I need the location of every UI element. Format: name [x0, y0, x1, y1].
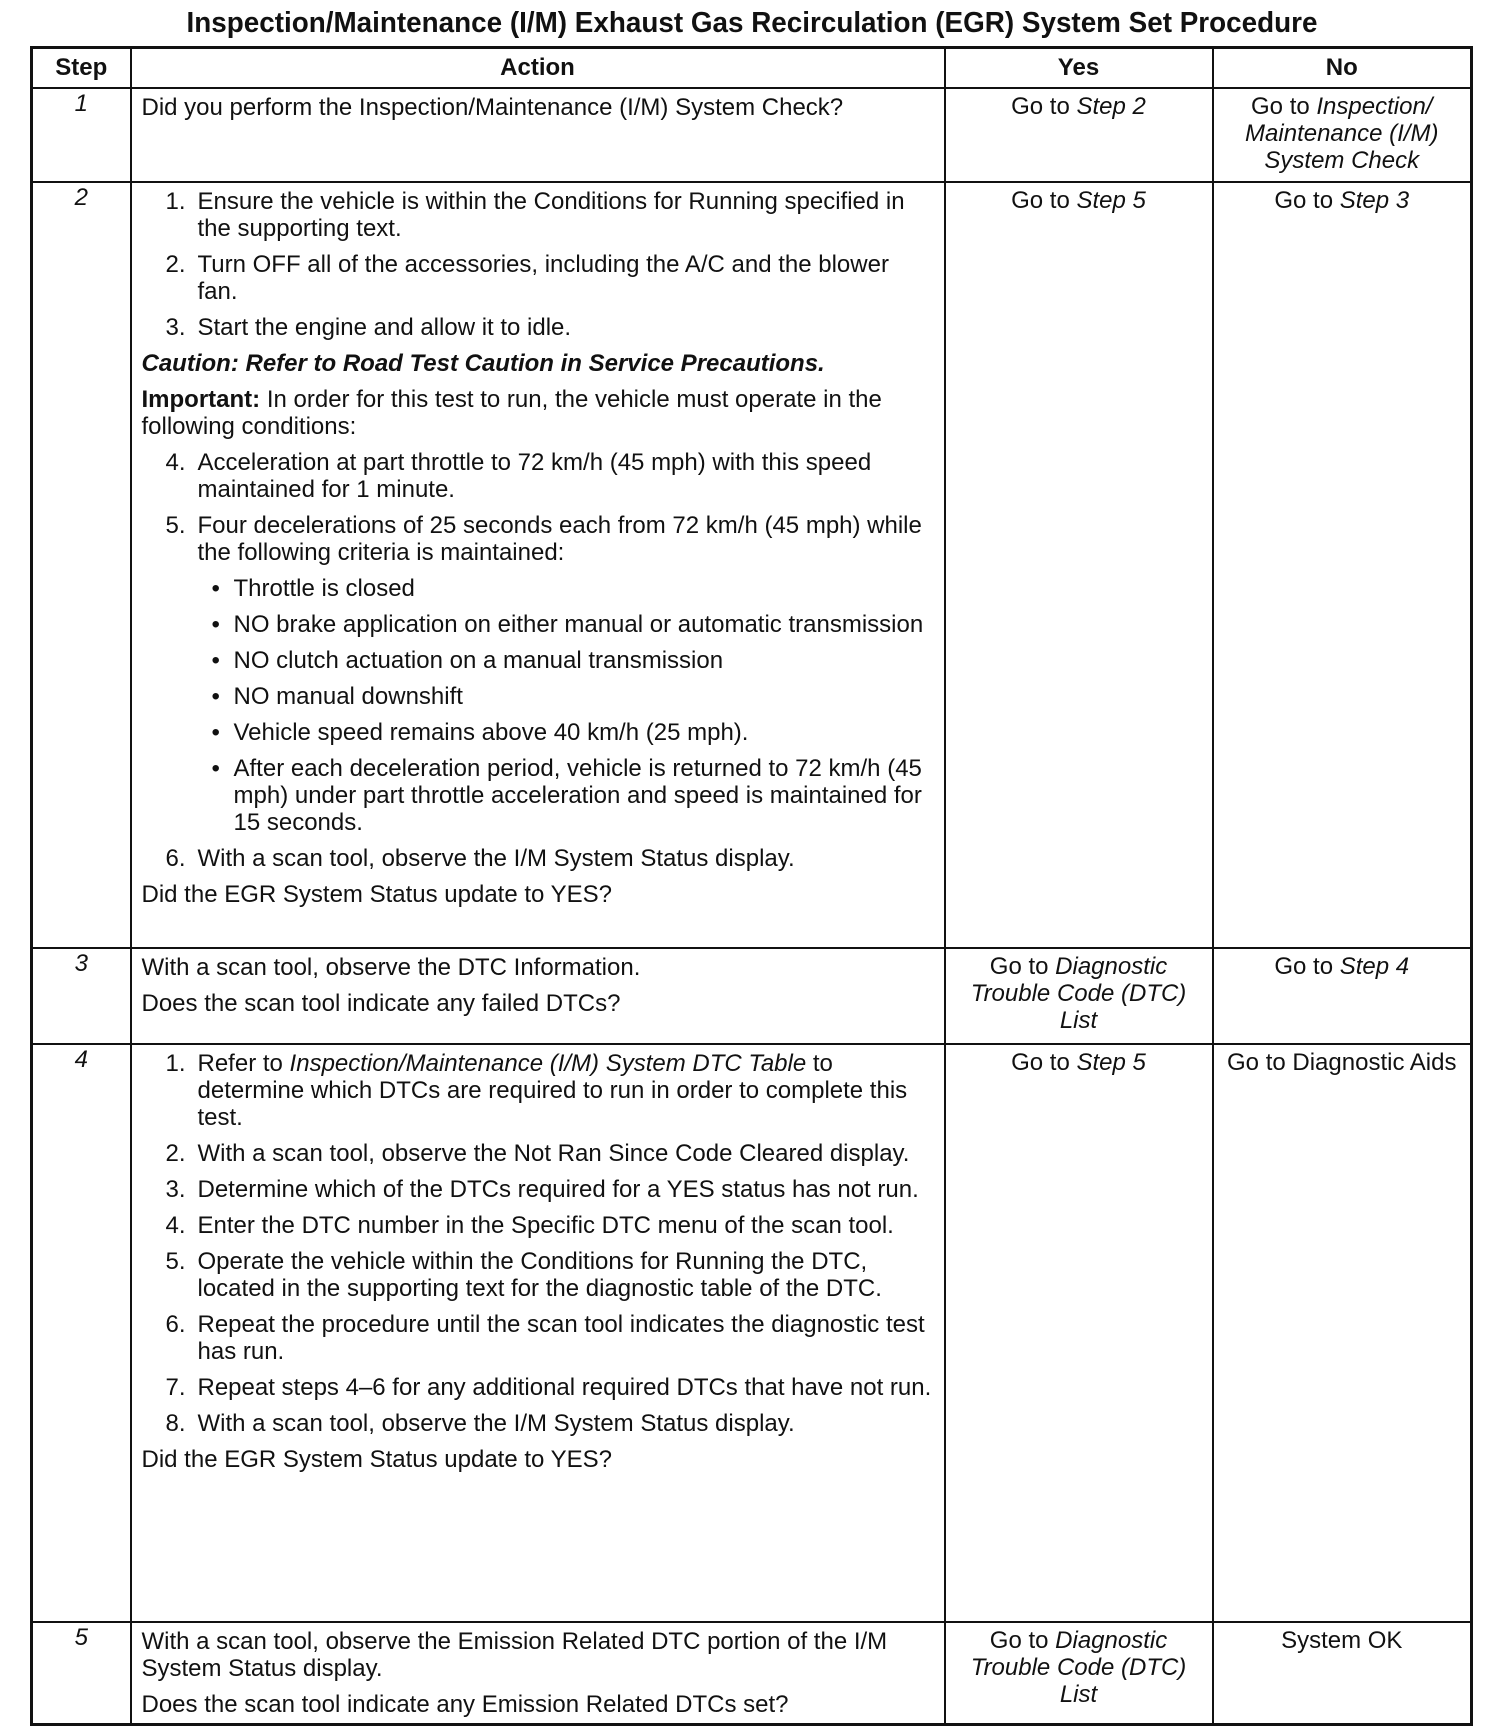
no-cell	[1213, 948, 1472, 1044]
no-result-system-ok: System OK	[1281, 1626, 1403, 1654]
action-cell	[131, 948, 945, 1044]
column-header-action: Action	[131, 48, 945, 88]
bullet-item: • NO manual downshift	[211, 682, 463, 710]
yes-link-step-5[interactable]: Step 5	[1076, 1048, 1146, 1076]
bullet-icon: •	[211, 574, 220, 602]
action-cell	[131, 1622, 945, 1725]
caution-note: Caution: Refer to Road Test Caution in Service Precautions.	[141, 349, 825, 377]
yes-link-step-5[interactable]: Step 5	[1076, 186, 1146, 214]
question-text: Did the EGR System Status update to YES?	[141, 1445, 612, 1473]
bullet-item: • After each deceleration period, vehicle is returned to 72 km/h (45 mph) under part throttle acceleration and speed is maintained for 15 seconds.	[211, 754, 922, 836]
question-text: Does the scan tool indicate any failed DTCs?	[141, 989, 621, 1017]
yes-prefix: Go to	[989, 1626, 1049, 1654]
yes-prefix: Go to	[1011, 1048, 1070, 1076]
action-cell	[131, 182, 945, 948]
step-number: 1	[32, 88, 131, 182]
column-header-yes: Yes	[945, 48, 1213, 88]
bullet-item: • Vehicle speed remains above 40 km/h (25 mph).	[211, 718, 749, 746]
list-item: 8. With a scan tool, observe the I/M System Status display.	[165, 1409, 795, 1437]
action-text: With a scan tool, observe the Emission Related DTC portion of the I/M System Status display.	[141, 1627, 888, 1682]
no-cell	[1213, 182, 1472, 948]
bullet-item: • Throttle is closed	[211, 574, 415, 602]
list-item: 4. Acceleration at part throttle to 72 km/h (45 mph) with this speed maintained for 1 minute.	[165, 448, 872, 503]
yes-prefix: Go to	[1011, 186, 1070, 214]
question-text: Did you perform the Inspection/Maintenance (I/M) System Check?	[141, 93, 844, 121]
question-text: Does the scan tool indicate any Emission Related DTCs set?	[141, 1690, 789, 1718]
action-text: With a scan tool, observe the DTC Information.	[141, 953, 641, 981]
action-cell	[131, 88, 945, 182]
page-title: Inspection/Maintenance (I/M) Exhaust Gas Recirculation (EGR) System Set Procedure	[186, 7, 1318, 39]
column-header-step: Step	[32, 48, 131, 88]
header-row	[32, 48, 1472, 88]
table-row-step-4	[32, 1044, 1472, 1622]
yes-cell	[945, 1622, 1213, 1725]
link-im-dtc-table[interactable]: Inspection/Maintenance (I/M) System DTC Table	[289, 1049, 807, 1077]
list-item: 4. Enter the DTC number in the Specific DTC menu of the scan tool.	[165, 1211, 894, 1239]
no-cell	[1213, 1044, 1472, 1622]
bullet-icon: •	[211, 646, 220, 674]
table-row-step-2	[32, 182, 1472, 948]
important-label: Important:	[141, 385, 261, 413]
bullet-item: • NO brake application on either manual or automatic transmission	[211, 610, 924, 638]
list-item: 6. Repeat the procedure until the scan tool indicates the diagnostic test has run.	[165, 1310, 925, 1365]
important-text: In order for this test to run, the vehicle must operate in the following conditions:	[141, 385, 882, 440]
list-item: 3. Start the engine and allow it to idle.	[165, 313, 572, 341]
list-item: 6. With a scan tool, observe the I/M System Status display.	[165, 844, 795, 872]
no-cell	[1213, 88, 1472, 182]
list-item: 2. With a scan tool, observe the Not Ran Since Code Cleared display.	[165, 1139, 910, 1167]
step-number: 3	[32, 948, 131, 1044]
no-link-im-system-check[interactable]: Inspection/ Maintenance (I/M) System Check	[1245, 92, 1439, 174]
bullet-icon: •	[211, 682, 220, 710]
yes-prefix: Go to	[989, 952, 1049, 980]
no-link-diagnostic-aids[interactable]: Go to Diagnostic Aids	[1227, 1048, 1457, 1076]
list-item: 7. Repeat steps 4–6 for any additional required DTCs that have not run.	[165, 1373, 932, 1401]
no-prefix: Go to	[1274, 952, 1334, 980]
list-item: 1. Ensure the vehicle is within the Conditions for Running specified in the supporting text.	[165, 187, 905, 242]
bullet-icon: •	[211, 754, 220, 782]
yes-cell	[945, 182, 1213, 948]
yes-cell	[945, 948, 1213, 1044]
yes-cell	[945, 1044, 1213, 1622]
step-number: 5	[32, 1622, 131, 1725]
yes-link-step-2[interactable]: Step 2	[1076, 92, 1146, 120]
table-row-step-3	[32, 948, 1472, 1044]
list-item: 3. Determine which of the DTCs required for a YES status has not run.	[165, 1175, 919, 1203]
no-link-step-3[interactable]: Step 3	[1339, 186, 1410, 214]
yes-link-dtc-list[interactable]: Diagnostic Trouble Code (DTC) List	[970, 1626, 1187, 1708]
bullet-item: • NO clutch actuation on a manual transmission	[211, 646, 724, 674]
no-link-step-4[interactable]: Step 4	[1339, 952, 1410, 980]
table-row-step-1	[32, 88, 1472, 182]
list-item: 5. Four decelerations of 25 seconds each from 72 km/h (45 mph) while the following criteria is maintained:	[165, 511, 922, 566]
question-text: Did the EGR System Status update to YES?	[141, 880, 612, 908]
list-item: 5. Operate the vehicle within the Conditions for Running the DTC, located in the supporting text for the diagnostic table of the DTC.	[165, 1247, 882, 1302]
no-cell	[1213, 1622, 1472, 1725]
yes-link-dtc-list[interactable]: Diagnostic Trouble Code (DTC) List	[970, 952, 1187, 1034]
yes-cell	[945, 88, 1213, 182]
no-prefix: Go to	[1251, 92, 1310, 120]
bullet-icon: •	[211, 718, 220, 746]
action-cell	[131, 1044, 945, 1622]
list-item: 2. Turn OFF all of the accessories, including the A/C and the blower fan.	[165, 250, 889, 305]
yes-prefix: Go to	[1011, 92, 1070, 120]
procedure-table	[30, 46, 1473, 1726]
step-number: 2	[32, 182, 131, 948]
column-header-no: No	[1213, 48, 1472, 88]
important-note	[142, 386, 934, 440]
table-row-step-5	[32, 1622, 1472, 1725]
list-item: 1. Refer to Inspection/Maintenance (I/M) System DTC Table to determine which DTCs are required to run in order to complete this test.	[165, 1049, 908, 1131]
bullet-icon: •	[211, 610, 220, 638]
no-prefix: Go to	[1274, 186, 1334, 214]
step-number: 4	[32, 1044, 131, 1622]
